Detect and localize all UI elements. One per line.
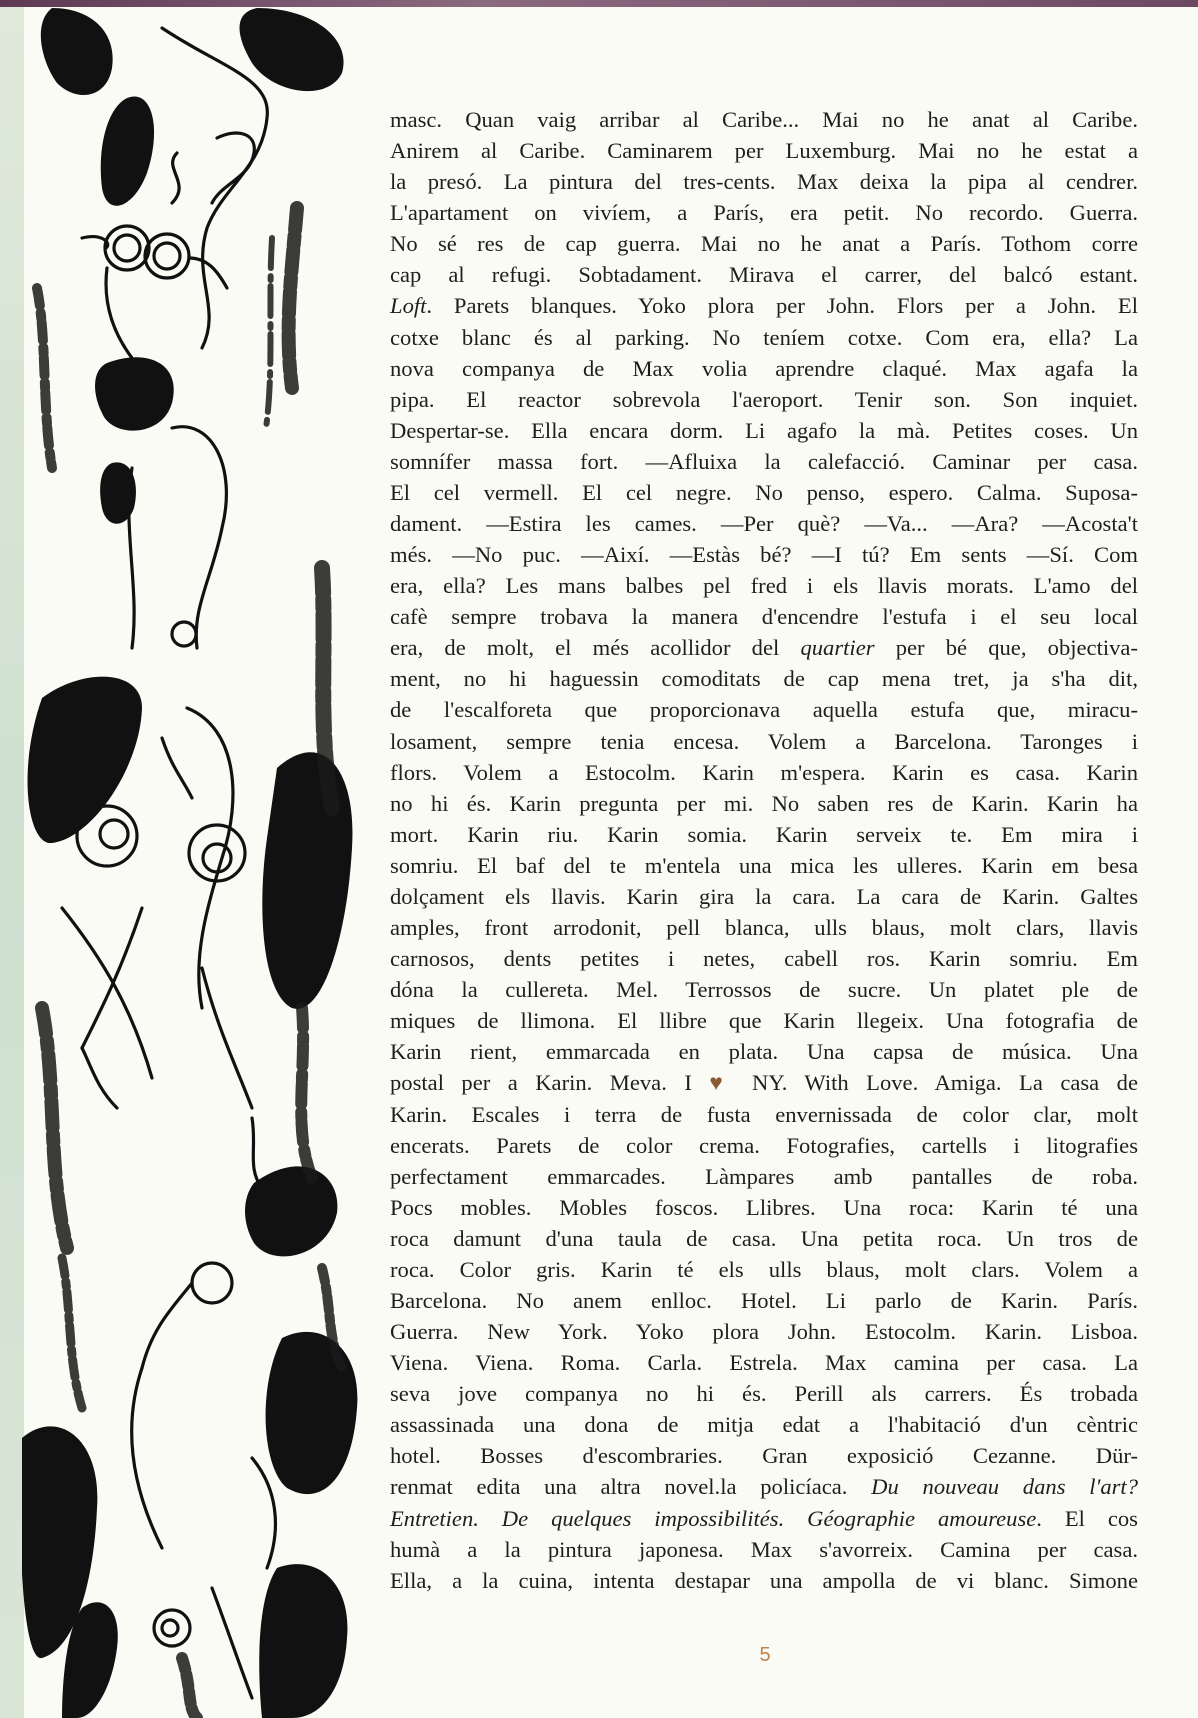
- text-line: més. —No puc. —Així. —Estàs bé? —I tú? Em sents —Sí. Com: [390, 542, 1138, 568]
- heart-icon: ♥: [709, 1070, 735, 1096]
- text-line: la presó. La pintura del tres-cents. Max deixa la pipa al cendrer.: [390, 169, 1138, 195]
- text-line: era, de molt, el més acollidor del quartier per bé que, objectiva-: [390, 635, 1138, 661]
- text-line: Ella, a la cuina, intenta destapar una ampolla de vi blanc. Simone: [390, 1567, 1138, 1593]
- text-line: postal per a Karin. Meva. I ♥ NY. With Love. Amiga. La casa de: [390, 1070, 1138, 1096]
- text-line: carnosos, dents petites i netes, cabell ros. Karin somriu. Em: [390, 946, 1138, 972]
- text-line: renmat edita una altra novel.la policíaca. Du nouveau dans l'art?: [390, 1474, 1138, 1500]
- text-line: flors. Volem a Estocolm. Karin m'espera. Karin es casa. Karin: [390, 759, 1138, 785]
- text-line: cotxe blanc és al parking. No teníem cotxe. Com era, ella? La: [390, 324, 1138, 350]
- text-line: losament, sempre tenia encesa. Volem a Barcelona. Taronges i: [390, 728, 1138, 754]
- text-line: Barcelona. No anem enlloc. Hotel. Li parlo de Karin. París.: [390, 1287, 1138, 1313]
- text-line: El cel vermell. El cel negre. No penso, espero. Calma. Suposa-: [390, 479, 1138, 505]
- text-line: dolçament els llavis. Karin gira la cara. La cara de Karin. Galtes: [390, 883, 1138, 909]
- text-line: cafè sempre trobava la manera d'encendre l'estufa i el seu local: [390, 604, 1138, 630]
- text-line: nova companya de Max volia aprendre claqué. Max agafa la: [390, 355, 1138, 381]
- text-line: somnífer massa fort. —Afluixa la calefacció. Caminar per casa.: [390, 448, 1138, 474]
- text-line: perfectament emmarcades. Làmpares amb pantalles de roba.: [390, 1163, 1138, 1189]
- top-edge-strip: [0, 0, 1198, 7]
- text-line: roca damunt d'una taula de casa. Una petita roca. Un tros de: [390, 1225, 1138, 1251]
- text-line: Entretien. De quelques impossibilités. Géographie amoureuse. El cos: [390, 1505, 1138, 1531]
- page-left-edge: [0, 7, 24, 1718]
- text-line: era, ella? Les mans balbes pel fred i els llavis morats. L'amo del: [390, 573, 1138, 599]
- text-line: de l'escalforeta que proporcionava aquella estufa que, miracu-: [390, 697, 1138, 723]
- text-line: amples, front arrodonit, pell blanca, ulls blaus, molt clars, llavis: [390, 915, 1138, 941]
- text-line: Anirem al Caribe. Caminarem per Luxemburg. Mai no he estat a: [390, 138, 1138, 164]
- text-line: hotel. Bosses d'escombraries. Gran exposició Cezanne. Dür-: [390, 1443, 1138, 1469]
- text-line: Viena. Viena. Roma. Carla. Estrela. Max camina per casa. La: [390, 1350, 1138, 1376]
- text-line: roca. Color gris. Karin té els ulls blaus, molt clars. Volem a: [390, 1256, 1138, 1282]
- text-line: Karin rient, emmarcada en plata. Una capsa de música. Una: [390, 1039, 1138, 1065]
- text-line: mort. Karin riu. Karin somia. Karin serveix te. Em mira i: [390, 821, 1138, 847]
- ink-illustration: [22, 8, 384, 1718]
- page-number: 5: [759, 1644, 771, 1666]
- text-line: encerats. Parets de color crema. Fotografies, cartells i litografies: [390, 1132, 1138, 1158]
- text-line: dament. —Estira les cames. —Per què? —Va... —Ara? —Acosta't: [390, 511, 1138, 537]
- text-line: miques de llimona. El llibre que Karin llegeix. Una fotografia de: [390, 1008, 1138, 1034]
- text-line: somriu. El baf del te m'entela una mica les ulleres. Karin em besa: [390, 852, 1138, 878]
- text-line: No sé res de cap guerra. Mai no he anat a París. Tothom corre: [390, 231, 1138, 257]
- text-line: Despertar-se. Ella encara dorm. Li agafo la mà. Petites coses. Un: [390, 417, 1138, 443]
- text-line: dóna la culleretа. Mel. Terrossos de sucre. Un platet ple de: [390, 977, 1138, 1003]
- text-line: masc. Quan vaig arribar al Caribe... Mai no he anat al Caribe.: [390, 107, 1138, 132]
- text-line: assassinada una dona de mitja edat a l'habitació d'un cèntric: [390, 1412, 1138, 1438]
- text-line: pipa. El reactor sobrevola l'aeroport. Tenir son. Son inquiet.: [390, 386, 1138, 412]
- text-line: Karin. Escales i terra de fusta envernissada de color clar, molt: [390, 1101, 1138, 1127]
- text-line: ment, no hi haguessin comoditats de cap mena tret, ja s'ha dit,: [390, 666, 1138, 692]
- text-line: seva jove companya no hi és. Perill als carrers. És trobada: [390, 1381, 1138, 1407]
- body-text: [390, 104, 1138, 1596]
- text-line: Guerra. New York. Yoko plora John. Estocolm. Karin. Lisboa.: [390, 1319, 1138, 1345]
- text-line: Loft. Parets blanques. Yoko plora per John. Flors per a John. El: [390, 293, 1138, 319]
- text-line: Pocs mobles. Mobles foscos. Llibres. Una roca: Karin té una: [390, 1194, 1138, 1220]
- text-line: cap al refugi. Sobtadament. Mirava el carrer, del balcó estant.: [390, 262, 1138, 288]
- text-line: L'apartament on vivíem, a París, era petit. No recordo. Guerra.: [390, 200, 1138, 226]
- text-line: humà a la pintura japonesa. Max s'avorreix. Camina per casa.: [390, 1536, 1138, 1562]
- text-line: no hi és. Karin pregunta per mi. No saben res de Karin. Karin ha: [390, 790, 1138, 816]
